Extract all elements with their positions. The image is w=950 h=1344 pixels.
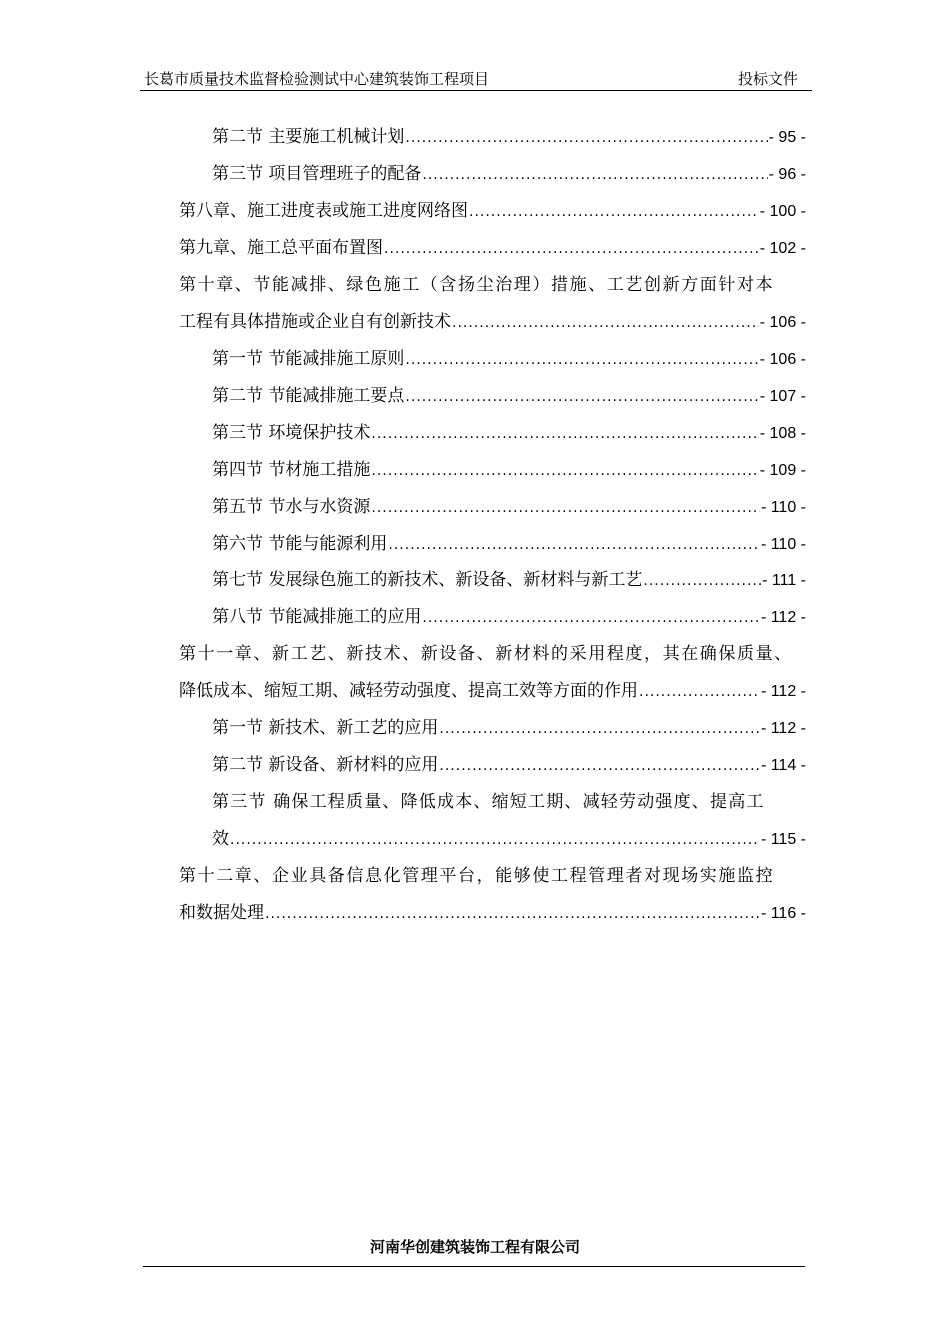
toc-entry-title: 效 (212, 829, 229, 849)
toc-entry[interactable] (212, 457, 806, 483)
toc-entry[interactable] (179, 235, 806, 261)
toc-entry-title-line1[interactable]: 第十章、节能减排、绿色施工（含扬尘治理）措施、工艺创新方面针对本 (179, 275, 775, 295)
toc-entry-title: 第八节 节能减排施工的应用 (212, 607, 422, 627)
toc-page-number: - 106 - (759, 351, 806, 368)
toc-entry-title-line1[interactable]: 第三节 确保工程质量、降低成本、缩短工期、减轻劳动强度、提高工 (212, 792, 765, 812)
toc-entry[interactable] (179, 678, 806, 704)
toc-entry[interactable] (179, 900, 806, 926)
toc-dot-leader (405, 125, 767, 151)
toc-entry[interactable] (179, 198, 806, 224)
toc-entry-title-line1[interactable]: 第十一章、新工艺、新技术、新设备、新材料的采用程度，其在确保质量、 (179, 644, 793, 664)
toc-dot-leader (371, 495, 760, 521)
toc-entry-title: 第四节 节材施工措施 (212, 460, 371, 480)
toc-entry[interactable] (212, 531, 806, 557)
toc-entry[interactable] (212, 161, 806, 187)
header-project-title: 长葛市质量技术监督检验测试中心建筑装饰工程项目 (144, 70, 490, 88)
toc-dot-leader (452, 310, 759, 336)
toc-entry-title: 第六节 节能与能源利用 (212, 534, 388, 554)
page-header (140, 68, 812, 91)
toc-dot-leader (439, 716, 760, 742)
toc-page-number: - 102 - (759, 240, 806, 257)
toc-entry[interactable] (212, 420, 806, 446)
toc-page-number: - 96 - (768, 166, 806, 183)
toc-page-number: - 107 - (759, 388, 806, 405)
toc-entry-title: 第一节 新技术、新工艺的应用 (212, 718, 439, 738)
toc-page-number: - 115 - (760, 831, 806, 848)
toc-page-number: - 100 - (759, 203, 806, 220)
toc-entry-title: 降低成本、缩短工期、减轻劳动强度、提高工效等方面的作用 (179, 681, 638, 701)
toc-dot-leader (265, 901, 760, 927)
toc-entry[interactable] (179, 309, 806, 335)
toc-entry[interactable] (212, 124, 806, 150)
toc-entry-title: 第一节 节能减排施工原则 (212, 349, 405, 369)
toc-entry-title: 第七节 发展绿色施工的新技术、新设备、新材料与新工艺 (212, 570, 643, 590)
header-doc-type: 投标文件 (737, 70, 798, 88)
toc-entry[interactable] (212, 752, 806, 778)
toc-entry-title: 第二节 节能减排施工要点 (212, 386, 405, 406)
toc-page-number: - 116 - (760, 905, 806, 922)
toc-entry-title: 第三节 环境保护技术 (212, 423, 371, 443)
toc-entry-title: 第五节 节水与水资源 (212, 497, 371, 517)
toc-page-number: - 108 - (759, 425, 806, 442)
toc-entry[interactable] (212, 715, 806, 741)
toc-dot-leader (405, 347, 758, 373)
toc-dot-leader (230, 827, 760, 853)
toc-entry-title: 第八章、施工进度表或施工进度网络图 (179, 201, 468, 221)
toc-entry-title: 工程有具体措施或企业自有创新技术 (179, 312, 451, 332)
toc-page-number: - 112 - (760, 683, 806, 700)
toc-page-number: - 95 - (768, 129, 806, 146)
toc-page-number: - 110 - (760, 536, 806, 553)
toc-entry-title: 第二节 主要施工机械计划 (212, 127, 405, 147)
toc-dot-leader (405, 384, 758, 410)
toc-entry-title-line1[interactable]: 第十二章、企业具备信息化管理平台，能够使工程管理者对现场实施监控 (179, 866, 775, 886)
footer-divider (143, 1266, 805, 1267)
toc-page-number: - 111 - (762, 572, 806, 589)
toc-page-number: - 110 - (760, 499, 806, 516)
toc-dot-leader (384, 236, 759, 262)
toc-page-number: - 114 - (760, 757, 806, 774)
toc-entry-title: 第二节 新设备、新材料的应用 (212, 755, 439, 775)
toc-page-number: - 106 - (759, 314, 806, 331)
toc-entry[interactable] (212, 567, 806, 593)
toc-dot-leader (388, 532, 760, 558)
toc-dot-leader (639, 679, 760, 705)
toc-entry[interactable] (212, 494, 806, 520)
toc-dot-leader (643, 568, 761, 594)
toc-dot-leader (439, 753, 760, 779)
toc-page-number: - 112 - (760, 720, 806, 737)
toc-page-number: - 112 - (760, 609, 806, 626)
toc-dot-leader (469, 199, 759, 225)
toc-entry[interactable] (212, 604, 806, 630)
toc-entry-title: 第三节 项目管理班子的配备 (212, 164, 422, 184)
toc-entry-title: 第九章、施工总平面布置图 (179, 238, 383, 258)
toc-dot-leader (371, 421, 758, 447)
toc-dot-leader (371, 458, 758, 484)
toc-dot-leader (422, 162, 767, 188)
toc-page-number: - 109 - (759, 462, 806, 479)
toc-entry[interactable] (212, 826, 806, 852)
toc-entry[interactable] (212, 383, 806, 409)
toc-entry[interactable] (212, 346, 806, 372)
toc-dot-leader (422, 605, 760, 631)
footer-company-name: 河南华创建筑装饰工程有限公司 (369, 1238, 580, 1256)
toc-entry-title: 和数据处理 (179, 903, 264, 923)
